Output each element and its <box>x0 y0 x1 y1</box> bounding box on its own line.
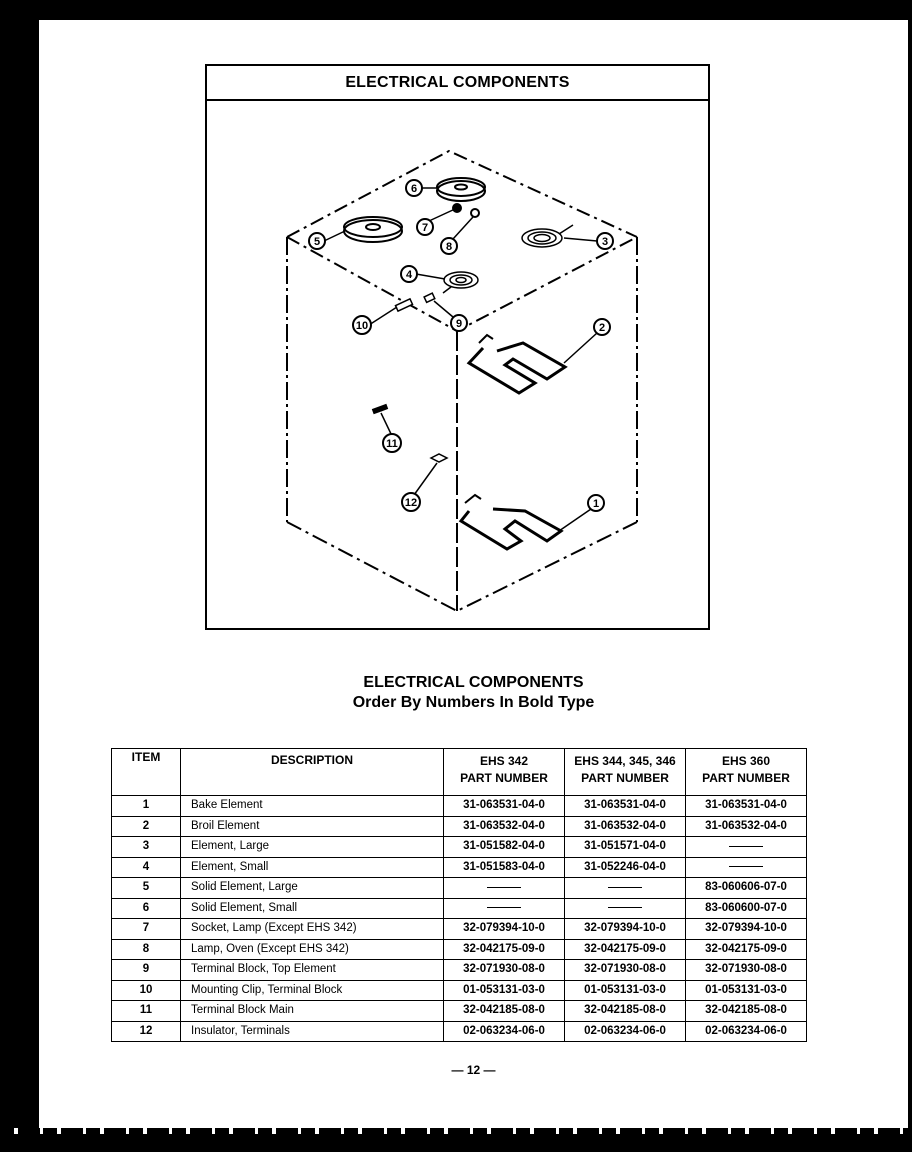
part-number-ehs342: 32-071930-08-0 <box>444 960 565 981</box>
part-number-ehs342 <box>444 898 565 919</box>
header-ehs360-label: PART NUMBER <box>702 771 790 785</box>
callout-3 <box>597 233 613 249</box>
not-applicable-dash <box>608 887 642 888</box>
part-number-ehs360: 32-042175-09-0 <box>686 939 807 960</box>
table-row <box>112 816 807 837</box>
coil-element-small-drawing <box>443 272 478 293</box>
not-applicable-dash <box>729 846 763 847</box>
section-title: ELECTRICAL COMPONENTS <box>363 674 584 691</box>
table-row <box>112 919 807 940</box>
callout-8 <box>441 238 457 254</box>
svg-text:6: 6 <box>410 183 418 195</box>
svg-text:4: 4 <box>405 269 413 281</box>
table-row <box>112 939 807 960</box>
svg-text:12: 12 <box>404 497 418 509</box>
part-number-ehs360: 31-063531-04-0 <box>686 796 807 817</box>
part-number-ehs344: 32-042175-09-0 <box>565 939 686 960</box>
part-number-ehs342: 31-051582-04-0 <box>444 837 565 858</box>
part-number-ehs360 <box>686 857 807 878</box>
header-ehs344-345-346 <box>565 749 686 796</box>
part-number-ehs360: 02-063234-06-0 <box>686 1021 807 1042</box>
table-row <box>112 878 807 899</box>
item-description: Element, Small <box>181 857 444 878</box>
table-header-row <box>112 749 807 796</box>
svg-text:8: 8 <box>445 241 453 253</box>
callout-9 <box>451 315 467 331</box>
table-row <box>112 980 807 1001</box>
item-number: 9 <box>112 960 181 981</box>
coil-element-large-drawing <box>522 225 573 247</box>
callout-11 <box>383 434 401 452</box>
scan-artifact-edge <box>0 1128 912 1134</box>
callout-5 <box>309 233 325 249</box>
item-number: 10 <box>112 980 181 1001</box>
callout-4 <box>401 266 417 282</box>
part-number-ehs344: 02-063234-06-0 <box>565 1021 686 1042</box>
item-description: Element, Large <box>181 837 444 858</box>
part-number-ehs360: 32-079394-10-0 <box>686 919 807 940</box>
svg-text:9: 9 <box>455 318 463 330</box>
table-row <box>112 960 807 981</box>
exploded-view-drawing <box>207 101 708 630</box>
item-number: 8 <box>112 939 181 960</box>
item-description: Lamp, Oven (Except EHS 342) <box>181 939 444 960</box>
header-description: DESCRIPTION <box>181 749 444 796</box>
not-applicable-dash <box>729 866 763 867</box>
part-number-ehs344: 32-042185-08-0 <box>565 1001 686 1022</box>
table-row <box>112 796 807 817</box>
callout-12 <box>402 493 420 511</box>
item-description: Mounting Clip, Terminal Block <box>181 980 444 1001</box>
table-row <box>112 857 807 878</box>
part-number-ehs342: 01-053131-03-0 <box>444 980 565 1001</box>
header-ehs342-model: EHS 342 <box>479 754 529 768</box>
svg-text:1: 1 <box>592 498 600 510</box>
part-number-ehs342: 32-042185-08-0 <box>444 1001 565 1022</box>
header-ehs344-label: PART NUMBER <box>581 771 669 785</box>
not-applicable-dash <box>608 907 642 908</box>
part-number-ehs360 <box>686 837 807 858</box>
item-description: Solid Element, Small <box>181 898 444 919</box>
svg-text:7: 7 <box>421 222 429 234</box>
item-description: Solid Element, Large <box>181 878 444 899</box>
part-number-ehs360: 31-063532-04-0 <box>686 816 807 837</box>
part-number-ehs360: 32-042185-08-0 <box>686 1001 807 1022</box>
part-number-ehs360: 83-060600-07-0 <box>686 898 807 919</box>
item-number: 5 <box>112 878 181 899</box>
header-ehs360-model: EHS 360 <box>721 754 771 768</box>
part-number-ehs360: 83-060606-07-0 <box>686 878 807 899</box>
table-row <box>112 898 807 919</box>
table-row <box>112 1021 807 1042</box>
manual-page <box>39 20 908 1132</box>
header-item: ITEM <box>112 749 181 796</box>
item-number: 4 <box>112 857 181 878</box>
table-row <box>112 1001 807 1022</box>
not-applicable-dash <box>487 887 521 888</box>
part-number-ehs342: 31-051583-04-0 <box>444 857 565 878</box>
header-ehs342 <box>444 749 565 796</box>
part-number-ehs344 <box>565 898 686 919</box>
part-number-ehs360: 01-053131-03-0 <box>686 980 807 1001</box>
part-number-ehs344: 31-063531-04-0 <box>565 796 686 817</box>
part-number-ehs342: 32-042175-09-0 <box>444 939 565 960</box>
item-description: Broil Element <box>181 816 444 837</box>
item-description: Terminal Block Main <box>181 1001 444 1022</box>
part-number-ehs344: 32-079394-10-0 <box>565 919 686 940</box>
svg-text:10: 10 <box>355 320 369 332</box>
part-number-ehs344: 31-051571-04-0 <box>565 837 686 858</box>
broil-element-drawing <box>469 335 565 393</box>
item-number: 12 <box>112 1021 181 1042</box>
part-number-ehs344: 32-071930-08-0 <box>565 960 686 981</box>
item-number: 3 <box>112 837 181 858</box>
bake-element-drawing <box>461 495 561 549</box>
header-ehs360 <box>686 749 807 796</box>
section-subtitle: Order By Numbers In Bold Type <box>352 694 595 711</box>
item-number: 1 <box>112 796 181 817</box>
terminal-block-main-drawing <box>373 405 447 462</box>
callout-2 <box>594 319 610 335</box>
item-description: Socket, Lamp (Except EHS 342) <box>181 919 444 940</box>
item-number: 7 <box>112 919 181 940</box>
exploded-diagram-panel <box>205 64 710 630</box>
table-row <box>112 837 807 858</box>
part-number-ehs344: 31-063532-04-0 <box>565 816 686 837</box>
solid-element-small-drawing <box>437 178 485 201</box>
part-number-ehs344 <box>565 878 686 899</box>
not-applicable-dash <box>487 907 521 908</box>
item-description: Insulator, Terminals <box>181 1021 444 1042</box>
diagram-title: ELECTRICAL COMPONENTS <box>207 66 708 101</box>
solid-element-large-drawing <box>344 217 402 242</box>
cabinet-outline <box>287 151 637 611</box>
callout-6 <box>406 180 422 196</box>
part-number-ehs342: 31-063531-04-0 <box>444 796 565 817</box>
parts-table <box>111 748 807 1042</box>
callout-7 <box>417 219 433 235</box>
part-number-ehs344: 31-052246-04-0 <box>565 857 686 878</box>
part-number-ehs360: 32-071930-08-0 <box>686 960 807 981</box>
svg-text:3: 3 <box>601 236 609 248</box>
item-description: Terminal Block, Top Element <box>181 960 444 981</box>
part-number-ehs342: 02-063234-06-0 <box>444 1021 565 1042</box>
svg-text:2: 2 <box>598 322 606 334</box>
item-number: 11 <box>112 1001 181 1022</box>
callout-1 <box>588 495 604 511</box>
header-ehs342-label: PART NUMBER <box>460 771 548 785</box>
header-ehs344-model: EHS 344, 345, 346 <box>574 754 676 768</box>
part-number-ehs342: 32-079394-10-0 <box>444 919 565 940</box>
part-number-ehs342 <box>444 878 565 899</box>
page-number: — 12 — <box>451 1063 496 1077</box>
svg-text:5: 5 <box>313 236 321 248</box>
item-description: Bake Element <box>181 796 444 817</box>
socket-lamp-drawing <box>453 204 479 217</box>
parts-table-body <box>112 796 807 1042</box>
item-number: 6 <box>112 898 181 919</box>
item-number: 2 <box>112 816 181 837</box>
part-number-ehs344: 01-053131-03-0 <box>565 980 686 1001</box>
callout-10 <box>353 316 371 334</box>
part-number-ehs342: 31-063532-04-0 <box>444 816 565 837</box>
svg-text:11: 11 <box>386 438 398 450</box>
